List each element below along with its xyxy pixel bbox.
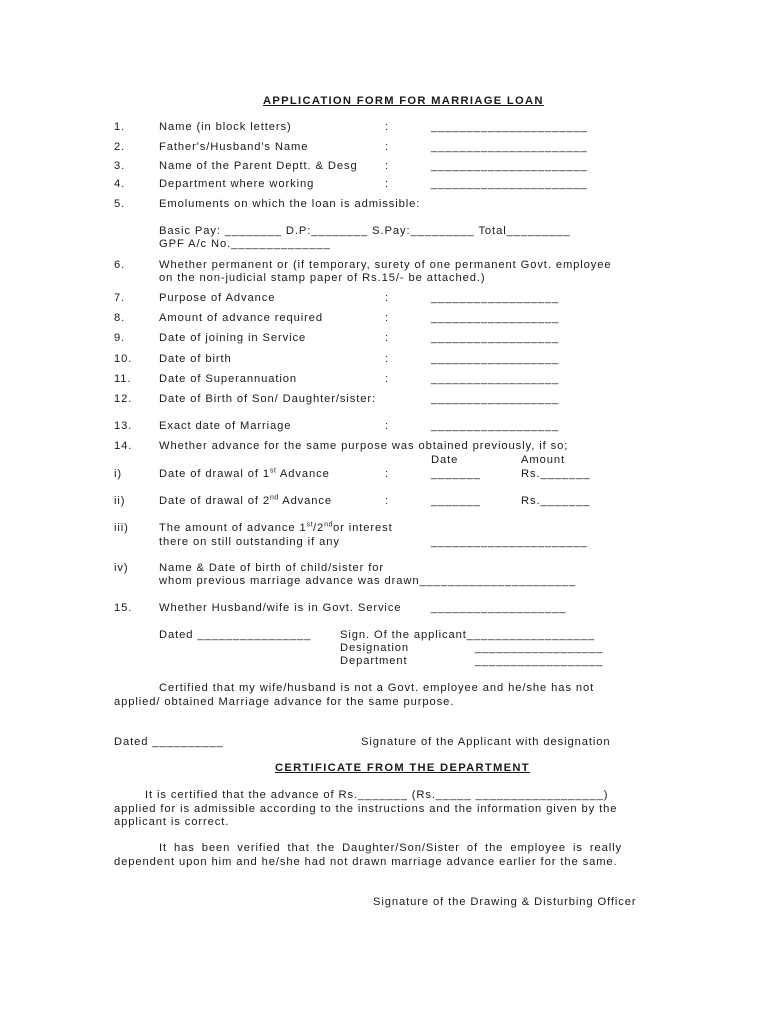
- designation-blank[interactable]: __________________: [475, 642, 604, 654]
- item-number: 10.: [114, 353, 133, 365]
- item-blank[interactable]: ______________________: [431, 536, 588, 548]
- dated-field[interactable]: Dated __________: [114, 736, 224, 748]
- amount-blank[interactable]: Rs._______: [521, 495, 591, 507]
- certificate-text: applicant is correct.: [114, 816, 230, 828]
- item-label: Date of birth: [159, 353, 232, 365]
- item-colon: :: [385, 353, 390, 365]
- subitem-number: ii): [114, 495, 126, 507]
- item-blank[interactable]: ______________________: [431, 141, 588, 153]
- subitem-number: iii): [114, 522, 129, 534]
- subitem-label: Date of drawal of 1st Advance: [159, 467, 330, 480]
- column-header-date: Date: [431, 454, 459, 466]
- item-label: Date of joining in Service: [159, 332, 307, 344]
- item-blank[interactable]: __________________: [431, 353, 560, 365]
- column-header-amount: Amount: [521, 454, 565, 466]
- applicant-signature-label: Signature of the Applicant with designation: [361, 736, 611, 748]
- item-number: 7.: [114, 292, 126, 304]
- dated-field[interactable]: Dated ________________: [159, 629, 312, 641]
- item-label: Father's/Husband's Name: [159, 141, 309, 153]
- item-label: Name (in block letters): [159, 121, 292, 133]
- verification-text: It has been verified that the Daughter/Son/Sister of the employee is really: [159, 842, 623, 854]
- item-blank[interactable]: __________________: [431, 393, 560, 405]
- subitem-number: iv): [114, 562, 129, 574]
- subitem-label: Date of drawal of 2nd Advance: [159, 494, 333, 507]
- verification-text: dependent upon him and he/she had not drawn marriage advance earlier for the same.: [114, 856, 618, 868]
- item-colon: :: [385, 160, 390, 172]
- item-label: Date of Superannuation: [159, 373, 297, 385]
- subitem-label: The amount of advance 1st/2ndor interest: [159, 521, 393, 534]
- item-number: 11.: [114, 373, 132, 385]
- item-colon: :: [385, 292, 390, 304]
- item-number: 1.: [114, 121, 126, 133]
- item-blank[interactable]: __________________: [431, 312, 560, 324]
- item-blank[interactable]: __________________: [431, 420, 560, 432]
- item-number: 9.: [114, 332, 126, 344]
- item-number: 2.: [114, 141, 126, 153]
- item-label: Whether advance for the same purpose was obtained previously, if so;: [159, 440, 569, 452]
- amount-blank[interactable]: Rs._______: [521, 468, 591, 480]
- item-blank[interactable]: ______________________: [431, 121, 588, 133]
- item-label: Emoluments on which the loan is admissible:: [159, 198, 421, 210]
- item-blank[interactable]: ______________________: [431, 178, 588, 190]
- item-label: Purpose of Advance: [159, 292, 276, 304]
- certificate-text: applied for is admissible according to the instructions and the information given by the: [114, 803, 618, 815]
- date-blank[interactable]: _______: [431, 468, 481, 480]
- item-label: Exact date of Marriage: [159, 420, 292, 432]
- subitem-number: i): [114, 468, 123, 480]
- item-number: 4.: [114, 178, 126, 190]
- subitem-label: there on still outstanding if any: [159, 536, 340, 548]
- item-label: Whether Husband/wife is in Govt. Service: [159, 602, 402, 614]
- item-colon: :: [385, 312, 390, 324]
- item-blank[interactable]: __________________: [431, 332, 560, 344]
- form-title: APPLICATION FORM FOR MARRIAGE LOAN: [263, 95, 544, 107]
- subitem-label[interactable]: whom previous marriage advance was drawn______________________: [159, 575, 577, 587]
- item-blank[interactable]: __________________: [431, 292, 560, 304]
- gpf-line[interactable]: GPF A/c No.______________: [159, 238, 331, 250]
- item-label: Department where working: [159, 178, 315, 190]
- item-blank[interactable]: ___________________: [431, 602, 567, 614]
- date-blank[interactable]: _______: [431, 495, 481, 507]
- certificate-text: It is certified that the advance of Rs._______ (Rs._____ __________________): [145, 789, 609, 801]
- item-blank[interactable]: __________________: [431, 373, 560, 385]
- item-number: 13.: [114, 420, 133, 432]
- item-colon: :: [385, 373, 390, 385]
- item-number: 14.: [114, 440, 133, 452]
- certificate-title: CERTIFICATE FROM THE DEPARTMENT: [275, 762, 530, 774]
- item-label: Date of Birth of Son/ Daughter/sister:: [159, 393, 377, 405]
- subitem-label: Name & Date of birth of child/sister for: [159, 562, 385, 574]
- item-number: 3.: [114, 160, 126, 172]
- item-number: 12.: [114, 393, 133, 405]
- applicant-sign-field[interactable]: Sign. Of the applicant__________________: [340, 629, 595, 641]
- emoluments-line[interactable]: Basic Pay: ________ D.P:________ S.Pay:_________ Total_________: [159, 225, 571, 237]
- item-label: on the non-judicial stamp paper of Rs.15/- be attached.): [159, 272, 486, 284]
- certified-text: Certified that my wife/husband is not a Govt. employee and he/she has not: [159, 682, 595, 694]
- item-colon: :: [385, 495, 390, 507]
- item-number: 8.: [114, 312, 126, 324]
- item-colon: :: [385, 141, 390, 153]
- designation-label: Designation: [340, 642, 409, 654]
- item-colon: :: [385, 178, 390, 190]
- item-label: Name of the Parent Deptt. & Desg: [159, 160, 358, 172]
- department-label: Department: [340, 655, 408, 667]
- officer-signature-label: Signature of the Drawing & Disturbing Officer: [373, 896, 637, 908]
- item-colon: :: [385, 121, 390, 133]
- department-blank[interactable]: __________________: [475, 655, 604, 667]
- item-number: 5.: [114, 198, 126, 210]
- item-label: Whether permanent or (if temporary, surety of one permanent Govt. employee: [159, 259, 612, 271]
- item-number: 15.: [114, 602, 133, 614]
- item-colon: :: [385, 420, 390, 432]
- item-blank[interactable]: ______________________: [431, 160, 588, 172]
- item-colon: :: [385, 332, 390, 344]
- item-number: 6.: [114, 259, 126, 271]
- certified-text: applied/ obtained Marriage advance for the same purpose.: [114, 696, 455, 708]
- item-colon: :: [385, 468, 390, 480]
- item-label: Amount of advance required: [159, 312, 323, 324]
